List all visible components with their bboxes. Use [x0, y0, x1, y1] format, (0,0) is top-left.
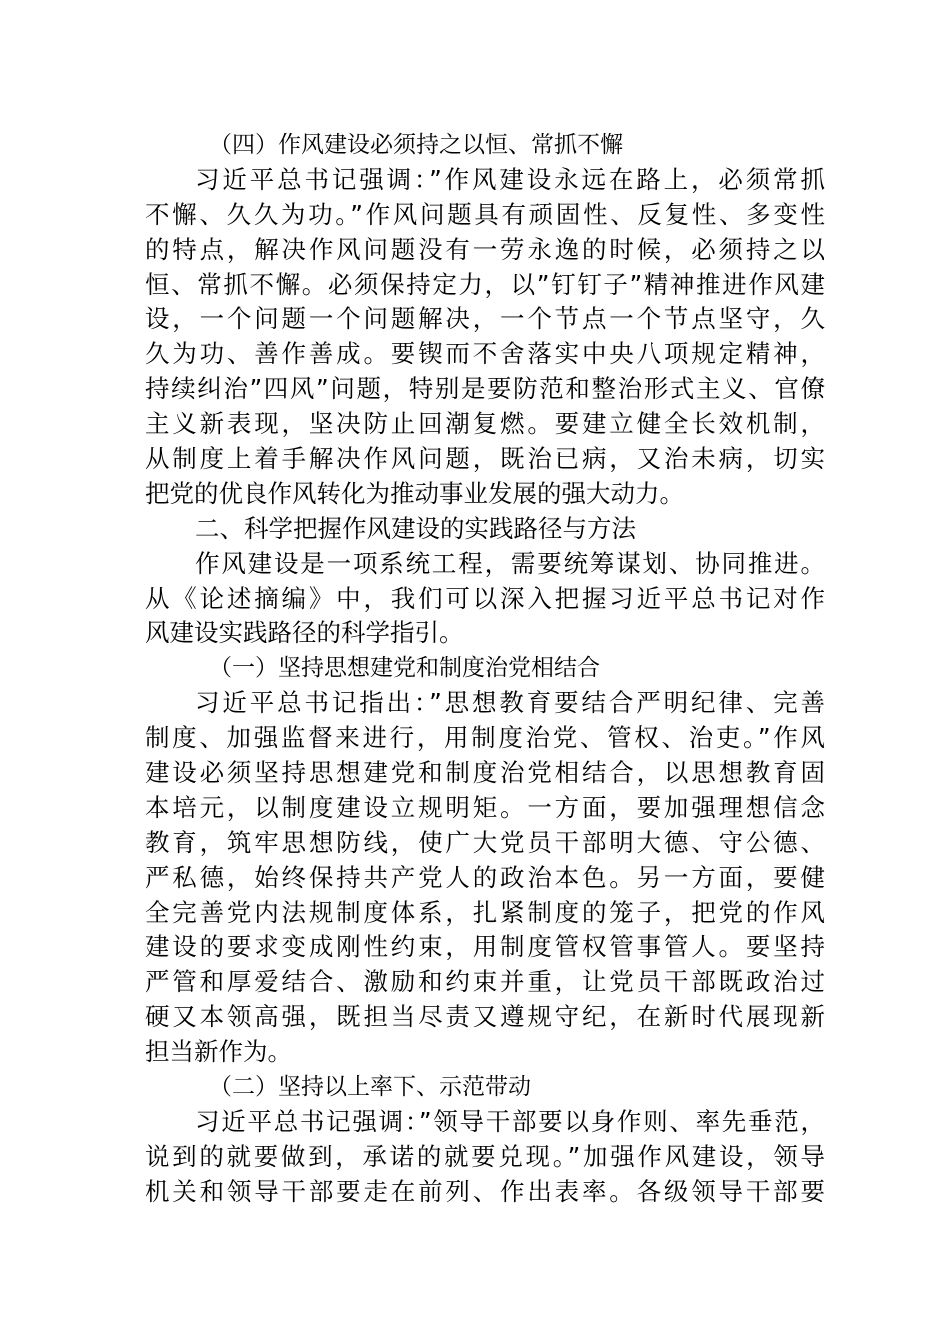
paragraph-line: 严私德，始终保持共产党人的政治本色。另一方面，要健	[145, 862, 825, 892]
paragraph-line: 机关和领导干部要走在前列、作出表率。各级领导干部要	[145, 1176, 825, 1206]
paragraph-line: 习近平总书记强调：”领导干部要以身作则、率先垂范，	[195, 1106, 825, 1136]
paragraph-line: 恒、常抓不懈。必须保持定力，以”钉钉子”精神推进作风建	[145, 269, 825, 299]
paragraph-line: 持续纠治”四风”问题，特别是要防范和整治形式主义、官僚	[145, 374, 825, 404]
paragraph-line: 习近平总书记强调：”作风建设永远在路上，必须常抓	[195, 164, 825, 194]
paragraph-line: 的特点，解决作风问题没有一劳永逸的时候，必须持之以	[145, 234, 825, 264]
subheading-4: （四）作风建设必须持之以恒、常抓不懈	[209, 132, 623, 158]
paragraph-line: 主义新表现，坚决防止回潮复燃。要建立健全长效机制，	[145, 409, 825, 439]
paragraph-line: 设，一个问题一个问题解决，一个节点一个节点坚守，久	[145, 304, 825, 334]
paragraph-line: 担当新作为。	[145, 1037, 292, 1067]
paragraph-line: 风建设实践路径的科学指引。	[145, 618, 464, 648]
paragraph-line: 全完善党内法规制度体系，扎紧制度的笼子，把党的作风	[145, 897, 825, 927]
paragraph-line: 严管和厚爱结合、激励和约束并重，让党员干部既政治过	[145, 967, 825, 997]
paragraph-line: 从制度上着手解决作风问题，既治已病，又治未病，切实	[145, 444, 825, 474]
section-heading-2: 二、科学把握作风建设的实践路径与方法	[195, 513, 636, 543]
paragraph-line: 作风建设是一项系统工程，需要统筹谋划、协同推进。	[195, 548, 825, 578]
document-body	[145, 128, 825, 1210]
paragraph-line: 不懈、久久为功。”作风问题具有顽固性、反复性、多变性	[145, 199, 825, 229]
paragraph-line: 久为功、善作善成。要锲而不舍落实中央八项规定精神，	[145, 339, 825, 369]
paragraph-line: 本培元，以制度建设立规明矩。一方面，要加强理想信念	[145, 792, 825, 822]
paragraph-line: 建设必须坚持思想建党和制度治党相结合，以思想教育固	[145, 758, 825, 788]
subheading-2: （二）坚持以上率下、示范带动	[209, 1074, 531, 1101]
paragraph-line: 教育，筑牢思想防线，使广大党员干部明大德、守公德、	[145, 827, 825, 857]
subheading-1: （一）坚持思想建党和制度治党相结合	[209, 655, 600, 682]
paragraph-line: 习近平总书记指出：”思想教育要结合严明纪律、完善	[195, 688, 825, 718]
paragraph-line: 说到的就要做到，承诺的就要兑现。”加强作风建设，领导	[145, 1141, 825, 1171]
paragraph-line: 制度、加强监督来进行，用制度治党、管权、治吏。”作风	[145, 723, 825, 753]
paragraph-line: 把党的优良作风转化为推动事业发展的强大动力。	[145, 478, 684, 508]
paragraph-line: 建设的要求变成刚性约束，用制度管权管事管人。要坚持	[145, 932, 825, 962]
paragraph-line: 硬又本领高强，既担当尽责又遵规守纪，在新时代展现新	[145, 1002, 825, 1032]
paragraph-line: 从《论述摘编》中，我们可以深入把握习近平总书记对作	[145, 583, 825, 613]
